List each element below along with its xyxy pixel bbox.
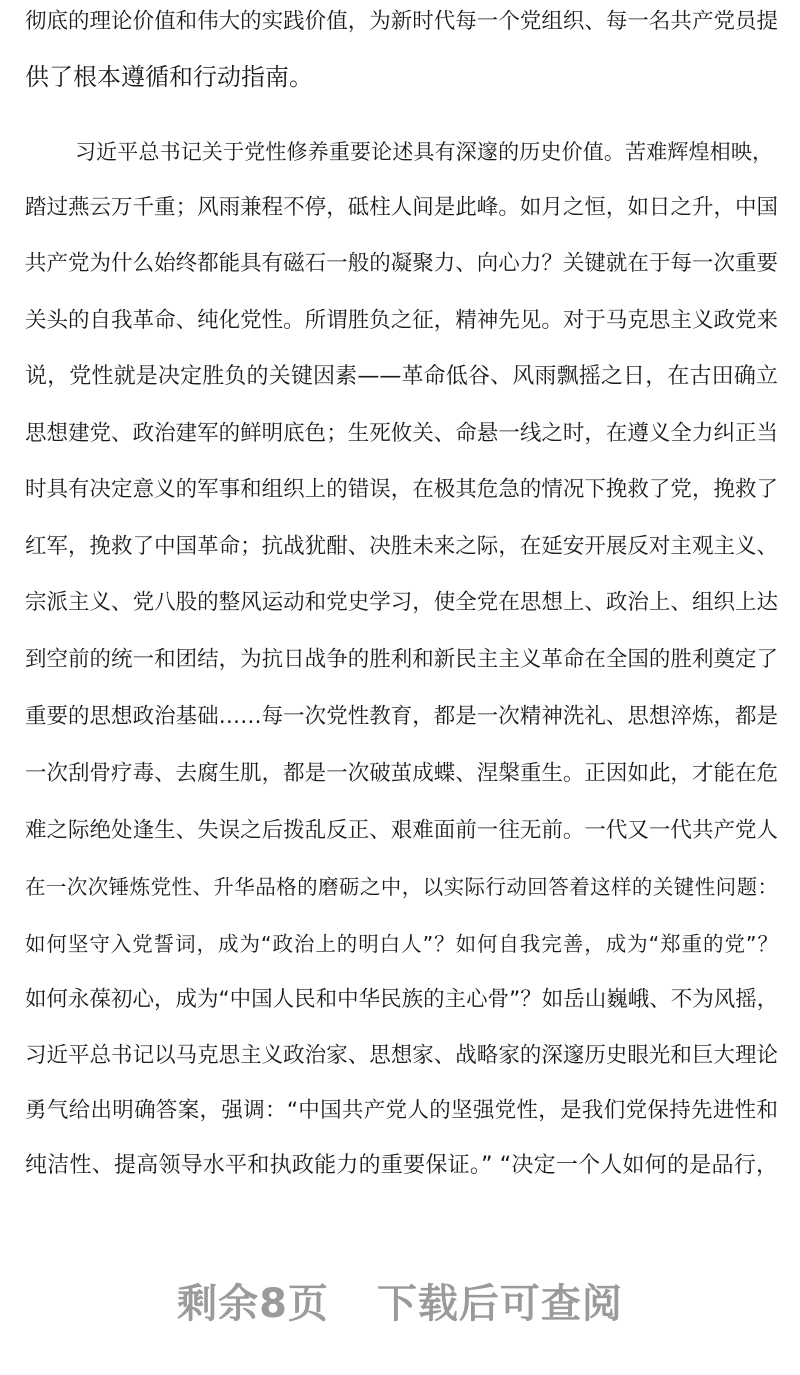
text-line: 一次刮骨疗毒、去腐生肌，都是一次破茧成蝶、涅槃重生。正因如此，才能在危 (25, 761, 778, 786)
text-line: 关头的自我革命、纯化党性。所谓胜负之征，精神先见。对于马克思主义政党来 (25, 308, 778, 333)
text-line: 踏过燕云万千重；风雨兼程不停，砥柱人间是此峰。如月之恒，如日之升，中国 (25, 195, 778, 220)
text-line: 习近平总书记关于党性修养重要论述具有深邃的历史价值。苦难辉煌相映， (75, 140, 773, 164)
text-line: 纯洁性、提高领导水平和执政能力的重要保证。” “决定一个人如何的是品行， (25, 1153, 778, 1178)
text-line: 彻底的理论价值和伟大的实践价值，为新时代每一个党组织、每一名共产党员提 (25, 9, 778, 34)
text-line: 时具有决定意义的军事和组织上的错误，在极其危急的情况下挽救了党，挽救了 (25, 477, 778, 502)
text-line: 在一次次锤炼党性、升华品格的磨砺之中，以实际行动回答着这样的关键性问题： (25, 875, 778, 899)
text-line: 难之际绝处逢生、失误之后拨乱反正、艰难面前一往无前。一代又一代共产党人 (25, 818, 778, 843)
text-line: 思想建党、政治建军的鲜明底色；生死攸关、命悬一线之时，在遵义全力纠正当 (25, 421, 778, 446)
download-prompt[interactable] (0, 1272, 800, 1329)
text-line: 共产党为什么始终都能具有磁石一般的凝聚力、向心力？关键就在于每一次重要 (25, 251, 778, 276)
remaining-pages-label: 剩余8页 (177, 1281, 329, 1327)
text-line: 勇气给出明确答案，强调：“中国共产党人的坚强党性，是我们党保持先进性和 (25, 1098, 778, 1123)
download-hint-label: 下载后可查阅 (376, 1281, 623, 1327)
text-line: 宗派主义、党八股的整风运动和党史学习，使全党在思想上、政治上、组织上达 (25, 590, 778, 615)
text-line: 说，党性就是决定胜负的关键因素——革命低谷、风雨飘摇之日，在古田确立 (25, 364, 778, 389)
text-line: 重要的思想政治基础……每一次党性教育，都是一次精神洗礼、思想淬炼，都是 (25, 704, 778, 729)
text-line: 如何坚守入党誓词，成为“政治上的明白人”？如何自我完善，成为“郑重的党”？ (25, 932, 778, 956)
text-line: 供了根本遵循和行动指南。 (25, 63, 313, 91)
text-line: 到空前的统一和团结，为抗日战争的胜利和新民主主义革命在全国的胜利奠定了 (25, 647, 778, 672)
text-line: 如何永葆初心，成为“中国人民和中华民族的主心骨”？如岳山巍峨、不为风摇， (25, 987, 779, 1012)
text-line: 红军，挽救了中国革命；抗战犹酣、决胜未来之际，在延安开展反对主观主义、 (25, 534, 778, 559)
text-line: 习近平总书记以马克思主义政治家、思想家、战略家的深邃历史眼光和巨大理论 (25, 1043, 778, 1068)
